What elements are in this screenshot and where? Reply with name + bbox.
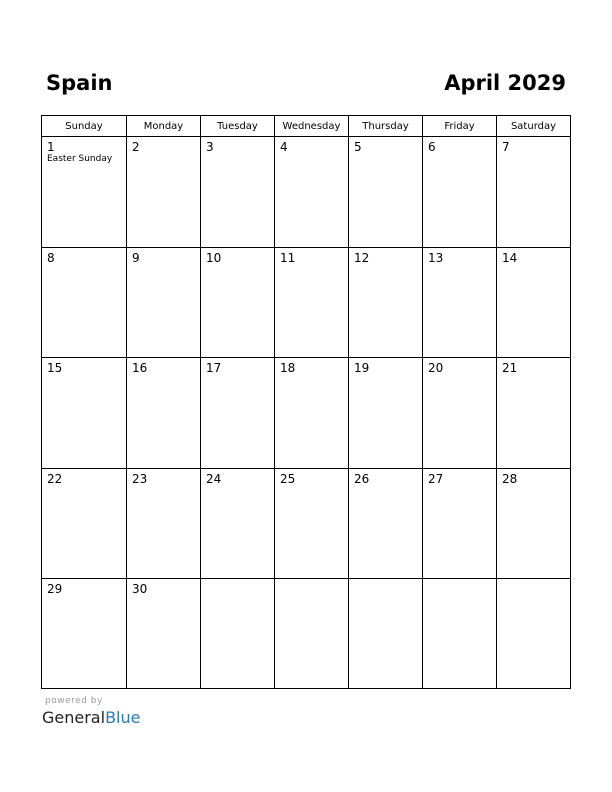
day-cell <box>201 469 275 579</box>
powered-by-label: powered by <box>45 696 103 706</box>
day-cell <box>423 248 497 358</box>
generalblue-logo <box>42 708 140 728</box>
weekday-monday: Monday <box>127 116 201 137</box>
day-number: 17 <box>206 361 222 375</box>
day-number: 26 <box>354 472 370 486</box>
day-cell <box>497 248 571 358</box>
day-number: 16 <box>132 361 148 375</box>
day-cell <box>201 248 275 358</box>
weekday-sunday: Sunday <box>42 116 127 137</box>
day-cell <box>201 358 275 469</box>
holiday-label: Easter Sunday <box>47 154 113 164</box>
day-number: 8 <box>47 251 55 265</box>
day-number: 13 <box>428 251 444 265</box>
day-cell <box>127 137 201 248</box>
month-year-title: April 2029 <box>444 71 566 95</box>
day-cell <box>275 137 349 248</box>
day-number: 1 <box>47 140 55 154</box>
day-number: 25 <box>280 472 296 486</box>
brand-general-text: General <box>42 708 106 727</box>
day-number: 19 <box>354 361 370 375</box>
day-cell <box>42 469 127 579</box>
day-cell <box>275 248 349 358</box>
day-cell <box>42 137 127 248</box>
day-cell <box>497 137 571 248</box>
day-number: 9 <box>132 251 140 265</box>
brand-blue-text: Blue <box>105 708 141 727</box>
day-cell <box>275 469 349 579</box>
day-number: 5 <box>354 140 362 154</box>
day-number: 18 <box>280 361 296 375</box>
day-number: 15 <box>47 361 63 375</box>
day-cell <box>127 579 201 689</box>
day-cell <box>423 358 497 469</box>
day-number: 24 <box>206 472 222 486</box>
weekday-tuesday: Tuesday <box>201 116 275 137</box>
day-cell <box>127 469 201 579</box>
day-number: 27 <box>428 472 444 486</box>
day-cell <box>349 137 423 248</box>
day-number: 11 <box>280 251 296 265</box>
day-cell <box>42 579 127 689</box>
day-number: 23 <box>132 472 148 486</box>
day-cell <box>275 358 349 469</box>
day-number: 22 <box>47 472 63 486</box>
day-number: 29 <box>47 582 63 596</box>
day-cell <box>42 358 127 469</box>
day-number: 21 <box>502 361 518 375</box>
day-cell <box>423 469 497 579</box>
day-number: 20 <box>428 361 444 375</box>
weekday-wednesday: Wednesday <box>275 116 349 137</box>
day-number: 2 <box>132 140 140 154</box>
day-number: 30 <box>132 582 148 596</box>
day-number: 28 <box>502 472 518 486</box>
weekday-saturday: Saturday <box>497 116 571 137</box>
day-cell <box>201 579 275 689</box>
day-cell <box>423 579 497 689</box>
day-number: 14 <box>502 251 518 265</box>
day-number: 6 <box>428 140 436 154</box>
country-title: Spain <box>46 71 113 95</box>
day-cell <box>349 469 423 579</box>
day-cell <box>42 248 127 358</box>
weekday-header-row <box>42 116 571 137</box>
day-cell <box>497 579 571 689</box>
day-number: 12 <box>354 251 370 265</box>
day-cell <box>127 358 201 469</box>
day-cell <box>275 579 349 689</box>
day-cell <box>497 358 571 469</box>
day-number: 10 <box>206 251 222 265</box>
day-number: 4 <box>280 140 288 154</box>
weekday-thursday: Thursday <box>349 116 423 137</box>
day-number: 7 <box>502 140 510 154</box>
day-cell <box>127 248 201 358</box>
day-cell <box>423 137 497 248</box>
day-cell <box>349 579 423 689</box>
weekday-friday: Friday <box>423 116 497 137</box>
day-cell <box>349 358 423 469</box>
day-cell <box>201 137 275 248</box>
day-cell <box>349 248 423 358</box>
day-number: 3 <box>206 140 214 154</box>
day-cell <box>497 469 571 579</box>
calendar-grid <box>41 115 571 689</box>
